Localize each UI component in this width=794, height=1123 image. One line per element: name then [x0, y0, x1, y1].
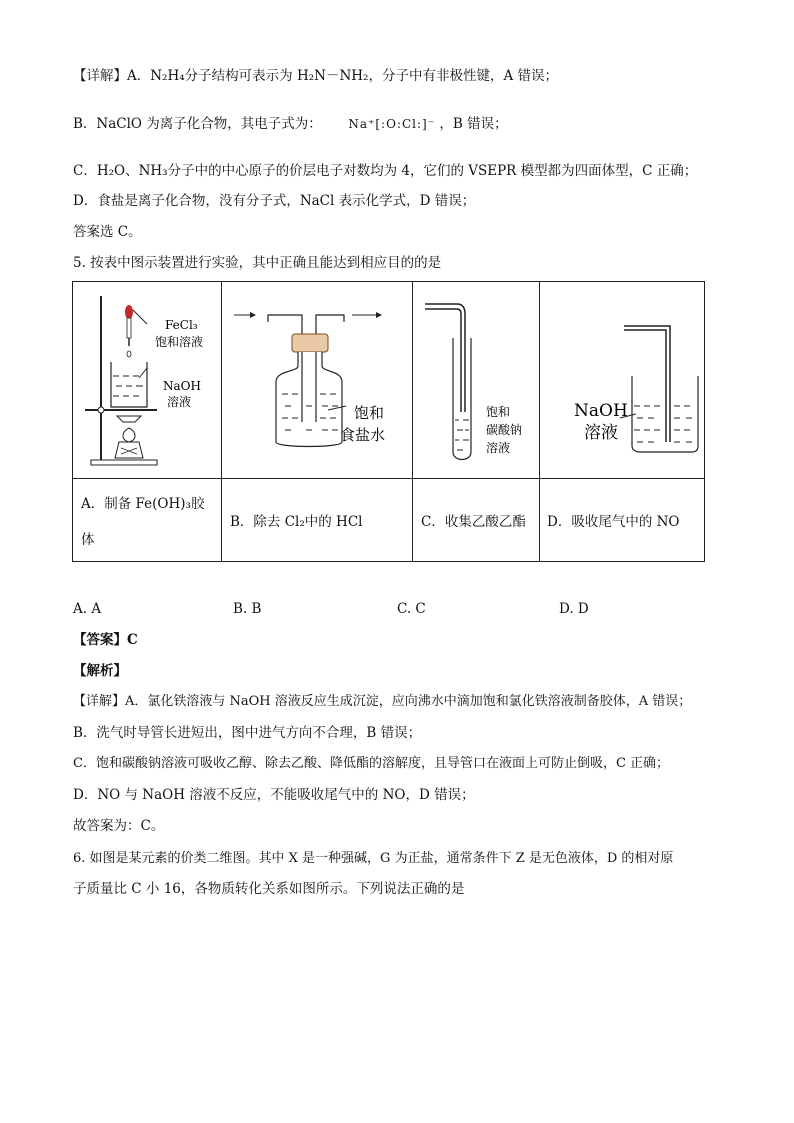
fig-a-solution: 溶液 — [167, 395, 192, 409]
q5-answer: 【答案】C — [73, 632, 138, 648]
caption-a-line1: A．制备 Fe(OH)₃胶 — [81, 496, 205, 512]
q5-detail-d: D．NO 与 NaOH 溶液不反应，不能吸收尾气中的 NO，D 错误； — [73, 787, 475, 803]
fig-b-brine: 食盐水 — [340, 426, 386, 444]
q5-options — [73, 599, 753, 619]
figure-a-colloid-apparatus — [73, 282, 221, 478]
fig-b-saturated: 饱和 — [354, 404, 385, 422]
q5-stem: 5. 按表中图示装置进行实验，其中正确且能达到相应目的的是 — [73, 255, 442, 271]
fig-d-naoh: NaOH — [574, 401, 628, 421]
q5-detail-c: C．饱和碳酸钠溶液可吸收乙醇、除去乙酸、降低酯的溶解度，且导管口在液面上可防止倒吸，C 正确； — [73, 756, 670, 771]
q4-answer: 答案选 C。 — [73, 224, 142, 240]
fig-d-solution: 溶液 — [584, 423, 618, 443]
option-a[interactable]: A. A — [73, 601, 102, 617]
q6-stem-line2: 子质量比 C 小 16，各物质转化关系如图所示。下列说法正确的是 — [73, 881, 465, 897]
caption-d: D．吸收尾气中的 NO — [547, 514, 680, 530]
q4-detail-c: C．H₂O、NH₃分子中的中心原子的价层电子对数均为 4，它们的 VSEPR 模型都为四面体型，C 正确； — [73, 163, 698, 179]
figure-c-test-tube — [413, 282, 539, 478]
q4-detail-d: D．食盐是离子化合物，没有分子式，NaCl 表示化学式，D 错误； — [73, 193, 476, 209]
electron-formula: Na⁺[:O:Cl:]⁻ — [348, 117, 436, 131]
option-d[interactable]: D. D — [559, 601, 589, 617]
fig-c-sodium-carbonate: 碳酸钠 — [486, 423, 523, 437]
fig-a-naoh: NaOH — [163, 379, 201, 393]
caption-c: C．收集乙酸乙酯 — [421, 514, 526, 530]
q5-detail-a: 【详解】A．氯化铁溶液与 NaOH 溶液反应生成沉淀，应向沸水中滴加饱和氯化铁溶液制备胶体，A 错误； — [73, 694, 692, 709]
q4-detail-a: 【详解】A．N₂H₄分子结构可表示为 H₂N－NH₂，分子中有非极性键，A 错误； — [73, 68, 558, 84]
q5-analysis-tag: 【解析】 — [73, 663, 127, 679]
option-b[interactable]: B. B — [233, 601, 262, 617]
fig-a-fecl3: FeCl₃ — [165, 318, 198, 332]
q5-table — [72, 281, 705, 562]
fig-a-sat-solution: 饱和溶液 — [155, 335, 204, 349]
q4-detail-b-end: ，B 错误； — [439, 116, 508, 132]
q6-stem-line1: 6. 如图是某元素的价类二维图。其中 X 是一种强碱，G 为正盐，通常条件下 Z 是无色液体，D 的相对原 — [73, 851, 674, 866]
caption-b: B．除去 Cl₂中的 HCl — [230, 514, 363, 530]
figure-b-gas-washing-bottle — [222, 282, 412, 478]
option-c[interactable]: C. C — [397, 601, 426, 617]
figure-d-beaker — [540, 282, 705, 478]
q5-detail-b: B．洗气时导管长进短出，图中进气方向不合理，B 错误； — [73, 725, 422, 741]
fig-c-saturated: 饱和 — [486, 405, 511, 419]
q4-detail-b — [73, 114, 508, 134]
q4-detail-b-text: B．NaClO 为离子化合物，其电子式为： — [73, 116, 322, 132]
fig-c-solution: 溶液 — [486, 441, 511, 455]
q5-final-answer: 故答案为：C。 — [73, 818, 165, 834]
caption-a-line2: 体 — [81, 532, 95, 548]
